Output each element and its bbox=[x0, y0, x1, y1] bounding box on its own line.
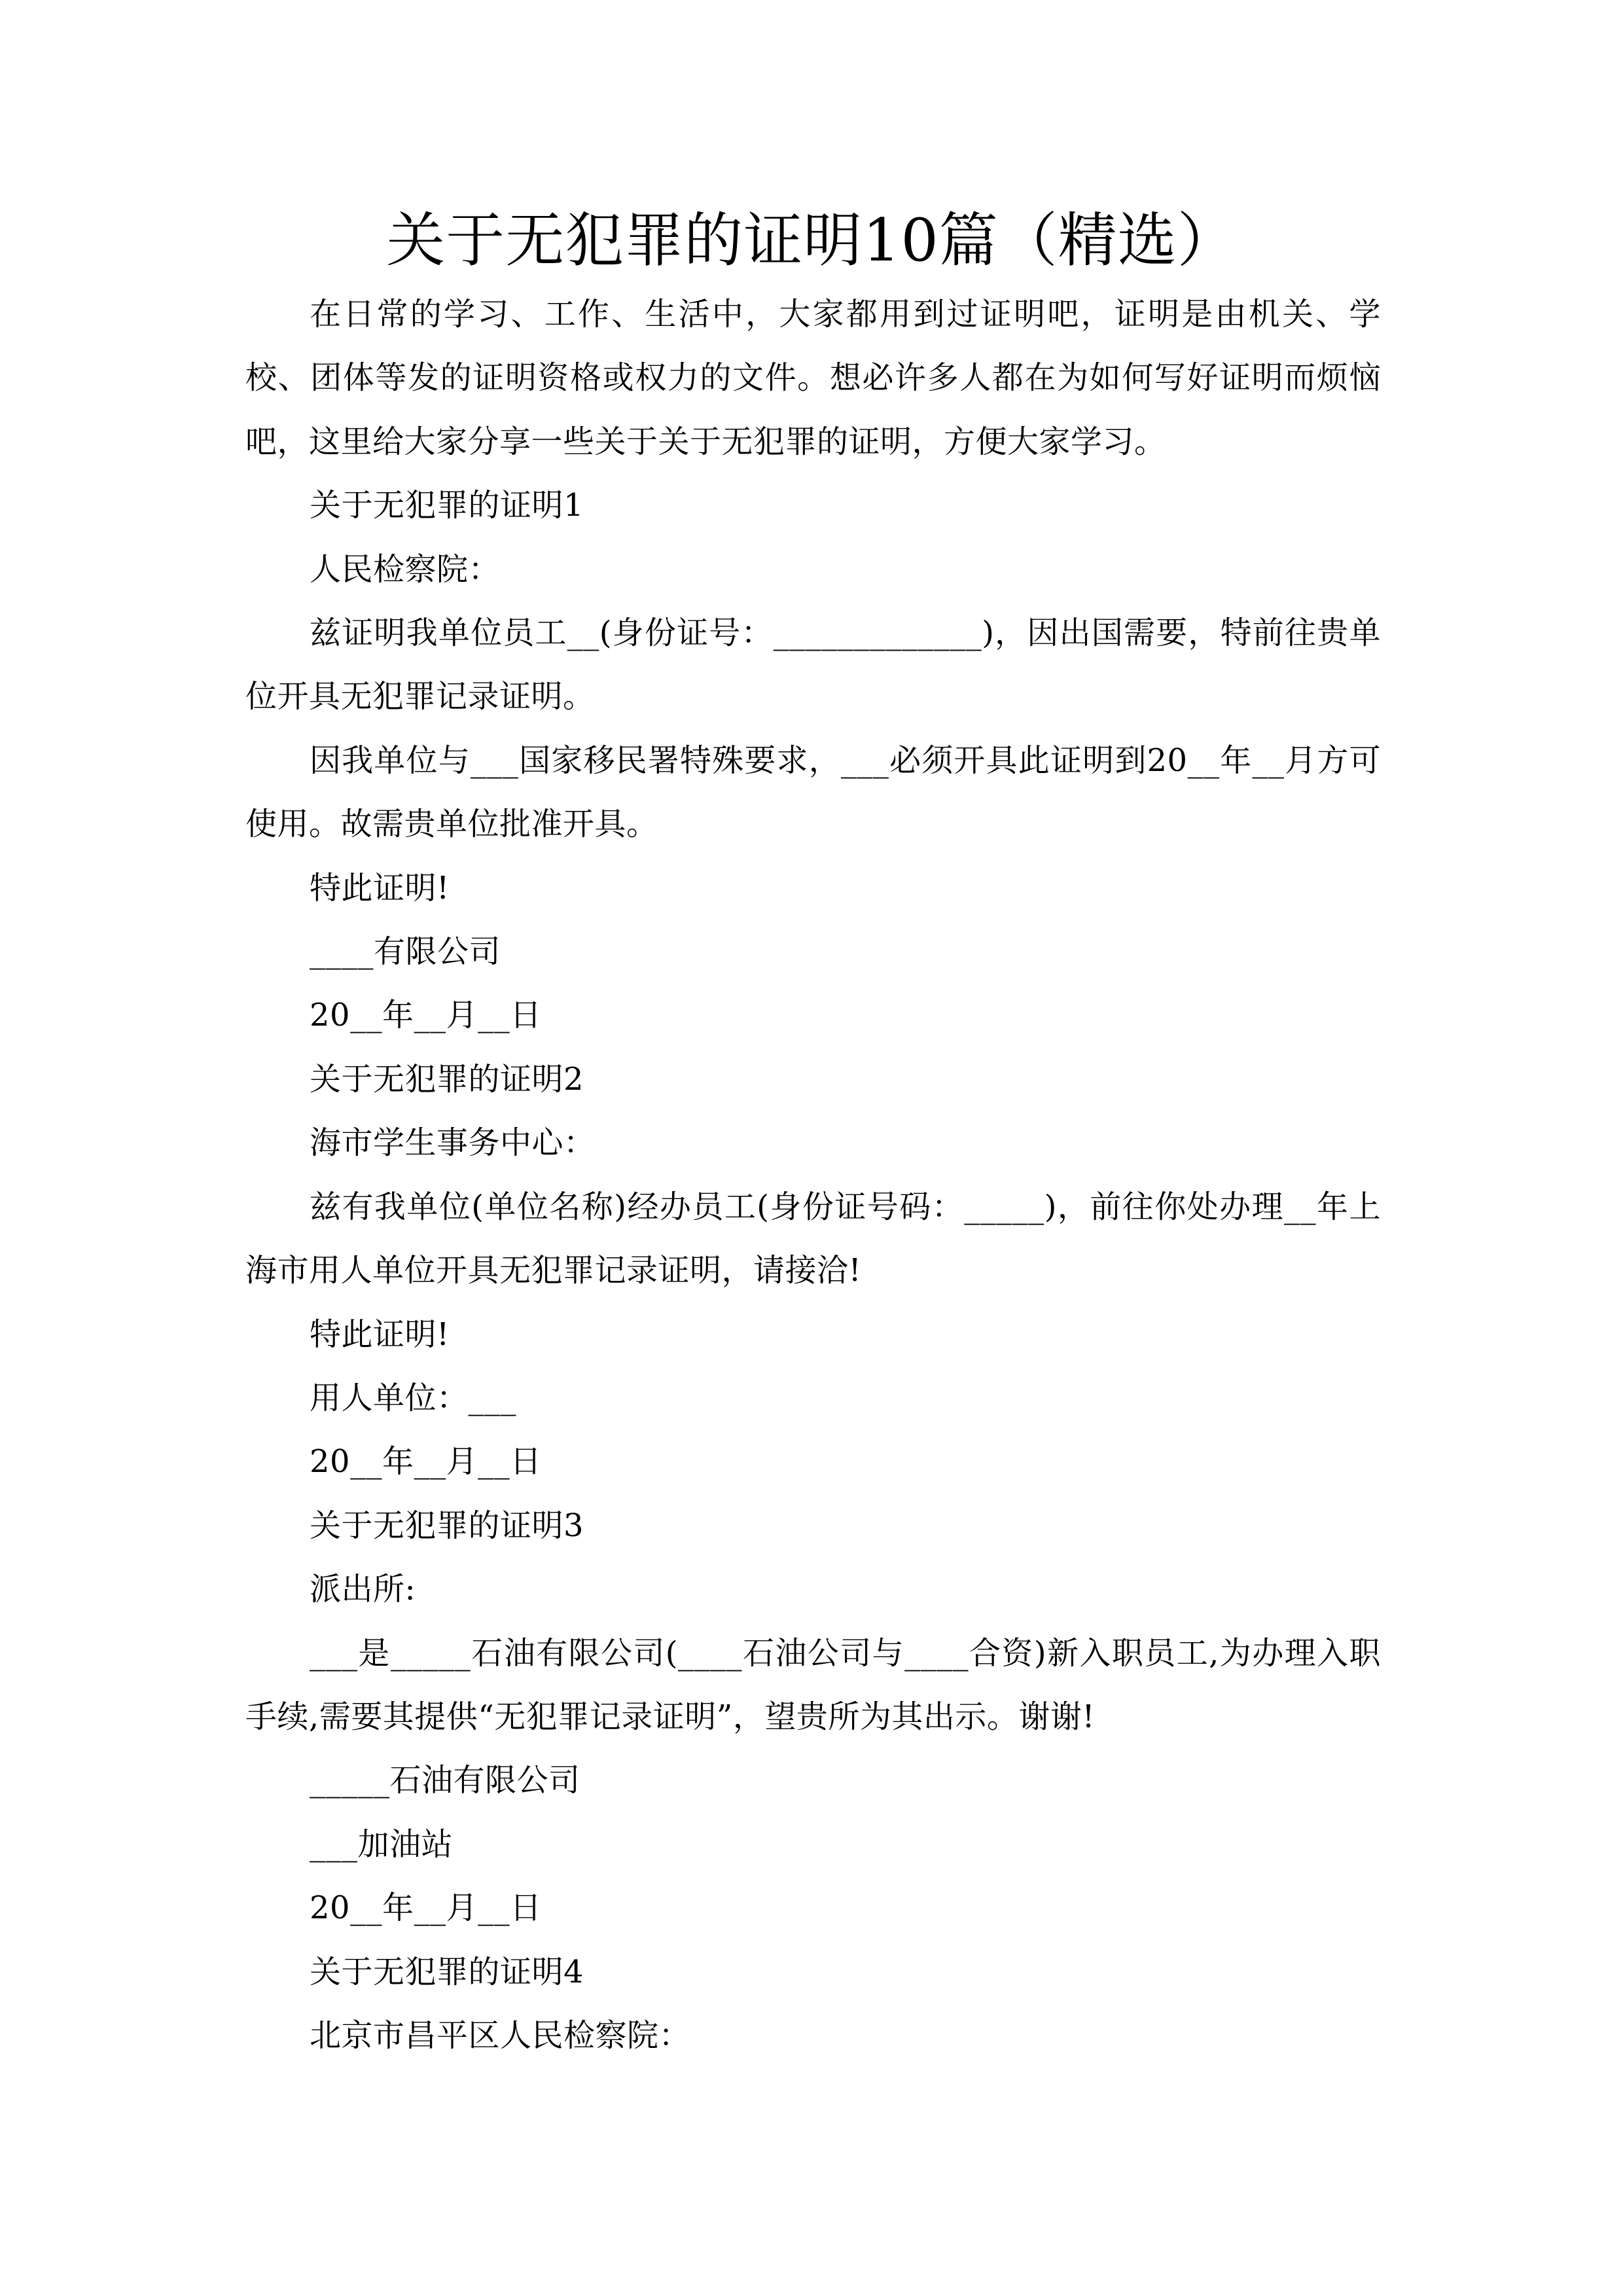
signature-station: ___加油站 bbox=[310, 1825, 454, 1863]
section-heading-1: 关于无犯罪的证明1 bbox=[310, 487, 584, 524]
signature-company: _____石油有限公司 bbox=[310, 1762, 580, 1799]
signature-date: 20__年__月__日 bbox=[310, 1890, 542, 1927]
closing-line: 特此证明! bbox=[310, 1316, 450, 1353]
section-heading-3: 关于无犯罪的证明3 bbox=[310, 1507, 584, 1544]
signature-date: 20__年__月__日 bbox=[310, 997, 542, 1034]
body-paragraph: 因我单位与___国家移民署特殊要求，___必须开具此证明到20__年__月方可使用。故需贵单位批准开具。 bbox=[245, 742, 1381, 843]
signature-date: 20__年__月__日 bbox=[310, 1443, 542, 1480]
closing-line: 特此证明! bbox=[310, 869, 450, 906]
body-paragraph: 兹有我单位(单位名称)经办员工(身份证号码：_____)，前往你处办理__年上海市用人单位开具无犯罪记录证明，请接洽! bbox=[245, 1188, 1381, 1289]
document-title: 关于无犯罪的证明10篇（精选） bbox=[386, 206, 1237, 275]
section-heading-4: 关于无犯罪的证明4 bbox=[310, 1953, 584, 1990]
recipient-line: 北京市昌平区人民检察院： bbox=[310, 2017, 691, 2054]
intro-paragraph: 在日常的学习、工作、生活中，大家都用到过证明吧，证明是由机关、学校、团体等发的证明资格或权力的文件。想必许多人都在为如何写好证明而烦恼吧，这里给大家分享一些关于关于无犯罪的证明，方便大家学习。 bbox=[245, 296, 1381, 460]
signature-employer: 用人单位：___ bbox=[310, 1379, 517, 1416]
recipient-line: 人民检察院： bbox=[310, 550, 501, 588]
section-heading-2: 关于无犯罪的证明2 bbox=[310, 1060, 584, 1098]
recipient-line: 派出所: bbox=[310, 1571, 416, 1608]
body-paragraph: ___是_____石油有限公司(____石油公司与____合资)新入职员工,为办理入职手续,需要其提供“无犯罪记录证明”，望贵所为其出示。谢谢! bbox=[245, 1634, 1381, 1735]
signature-company: ____有限公司 bbox=[310, 933, 501, 971]
body-paragraph: 兹证明我单位员工__(身份证号：_____________)，因出国需要，特前往贵单位开具无犯罪记录证明。 bbox=[245, 615, 1381, 715]
document-body bbox=[245, 283, 1381, 2068]
recipient-line: 海市学生事务中心： bbox=[310, 1124, 596, 1162]
